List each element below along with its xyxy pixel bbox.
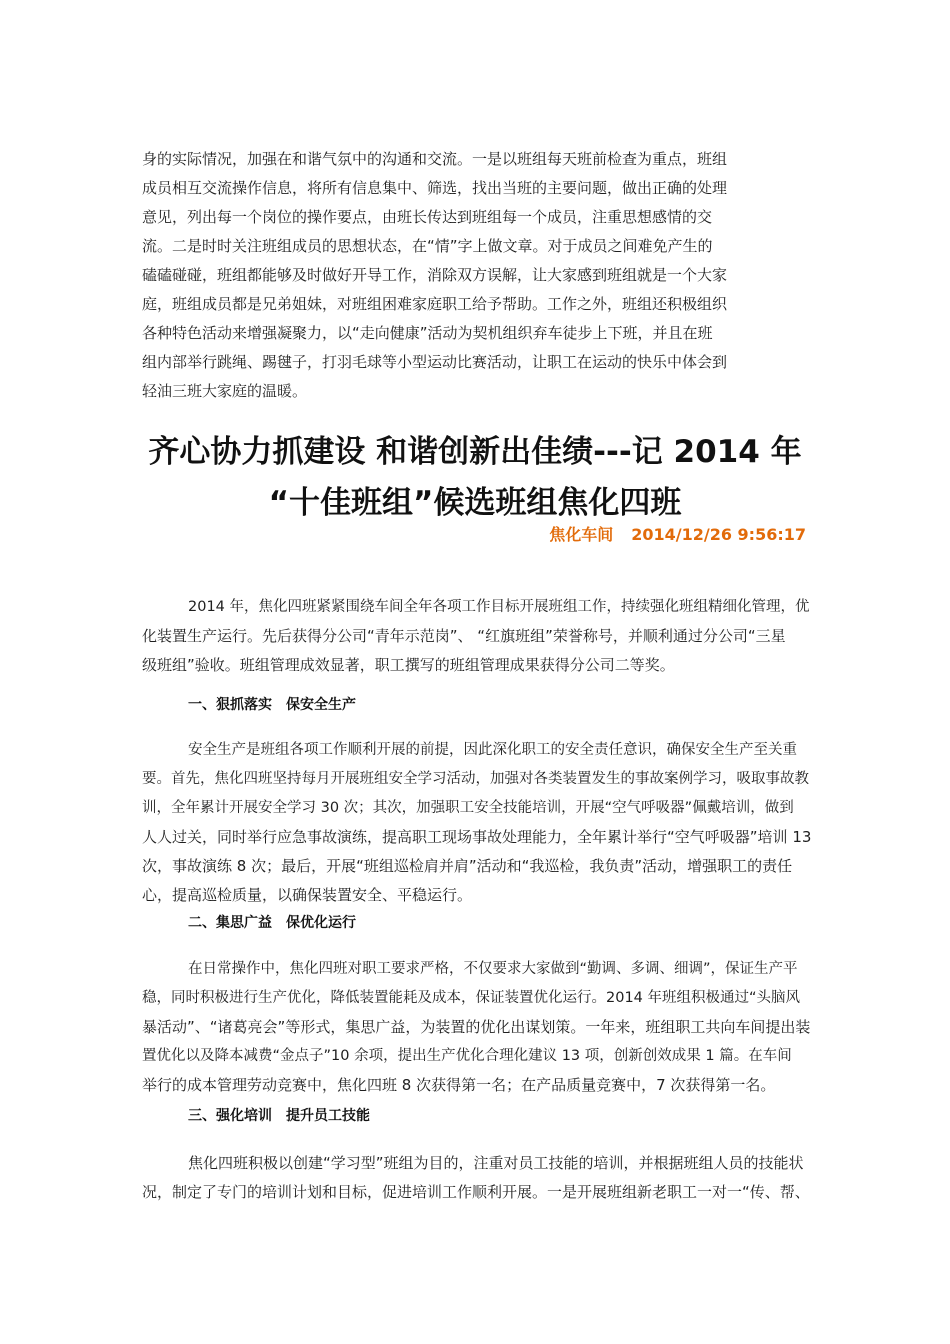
text-line: 心，提高巡检质量，以确保装置安全、平稳运行。 [142, 886, 473, 904]
text-line: 磕磕碰碰，班组都能够及时做好开导工作，消除双方误解，让大家感到班组就是一个大家 [142, 266, 728, 284]
section-heading-training [188, 1105, 370, 1125]
text-line: 置优化以及降本减费“金点子”10 余项，提出生产优化合理化建议 13 项，创新创效成果 1 篇。在车间 [142, 1048, 792, 1064]
section-heading-optimize [188, 912, 356, 932]
text-line: 安全生产是班组各项工作顺利开展的前提，因此深化职工的安全责任意识，确保安全生产至关重 [188, 742, 797, 758]
text-line: 流。二是时时关注班组成员的思想状态，在“情”字上做文章。对于成员之间难免产生的 [142, 237, 713, 255]
text-line: 次，事故演练 8 次；最后，开展“班组巡检肩并肩”活动和“我巡检，我负责”活动，增强职工的责任 [142, 857, 793, 875]
text-line: 暴活动”、“诸葛亮会”等形式，集思广益，为装置的优化出谋划策。一年来，班组职工共向车间提出装 [142, 1018, 811, 1036]
intro-paragraph [142, 145, 812, 406]
heading-number: 一、狠抓落实 [188, 697, 272, 713]
heading-text: 保优化运行 [286, 915, 356, 931]
text-line: 身的实际情况，加强在和谐气氛中的沟通和交流。一是以班组每天班前检查为重点，班组 [142, 150, 728, 168]
text-line: 况，制定了专门的培训计划和目标，促进培训工作顺利开展。一是开展班组新老职工一对一“传、帮、 [142, 1183, 810, 1201]
text-line: 庭，班组成员都是兄弟姐妹，对班组困难家庭职工给予帮助。工作之外，班组还积极组织 [142, 295, 728, 313]
article-title-line-1: 齐心协力抓建设 和谐创新出佳绩---记 2014 年 [148, 434, 802, 470]
text-line: 级班组”验收。班组管理成效显著，职工撰写的班组管理成果获得分公司二等奖。 [142, 656, 675, 674]
training-paragraph [142, 1149, 812, 1207]
text-line: 成员相互交流操作信息，将所有信息集中、筛选，找出当班的主要问题，做出正确的处理 [142, 179, 728, 197]
text-line: 组内部举行跳绳、踢毽子，打羽毛球等小型运动比赛活动，让职工在运动的快乐中体会到 [142, 353, 728, 371]
text-line: 要。首先，焦化四班坚持每月开展班组安全学习活动，加强对各类装置发生的事故案例学习，吸取事故教 [142, 771, 809, 787]
text-line: 轻油三班大家庭的温暖。 [142, 382, 308, 400]
author-label: 焦化车间 [549, 525, 614, 544]
publish-datetime: 2014/12/26 9:56:17 [631, 525, 806, 544]
text-line: 意见，列出每一个岗位的操作要点，由班长传达到班组每一个成员，注重思想感情的交 [142, 208, 713, 226]
text-line: 举行的成本管理劳动竞赛中，焦化四班 8 次获得第一名；在产品质量竞赛中，7 次获得第一名。 [142, 1076, 776, 1094]
text-line: 训，全年累计开展安全学习 30 次；其次，加强职工安全技能培训，开展“空气呼吸器”佩戴培训，做到 [142, 800, 794, 816]
text-line: 化装置生产运行。先后获得分公司“青年示范岗”、 “红旗班组”荣誉称号，并顺利通过分公司“三星 [142, 627, 786, 645]
heading-number: 二、集思广益 [188, 915, 272, 931]
safety-paragraph [142, 736, 812, 910]
heading-number: 三、强化培训 [188, 1108, 272, 1124]
text-line: 在日常操作中，焦化四班对职工要求严格，不仅要求大家做到“勤调、多调、细调”，保证生产平 [188, 961, 798, 977]
section-heading-safety [188, 694, 356, 714]
text-line: 焦化四班积极以创建“学习型”班组为目的，注重对员工技能的培训，并根据班组人员的技能状 [188, 1154, 804, 1172]
heading-text: 提升员工技能 [286, 1108, 370, 1124]
text-line: 人人过关，同时举行应急事故演练，提高职工现场事故处理能力，全年累计举行“空气呼吸器”培训 13 [142, 828, 812, 846]
heading-text: 保安全生产 [286, 697, 356, 713]
article-title-line-2: “十佳班组”候选班组焦化四班 [268, 485, 682, 521]
optimize-paragraph [142, 955, 812, 1100]
text-line: 2014 年，焦化四班紧紧围绕车间全年各项工作目标开展班组工作，持续强化班组精细化管理，优 [188, 599, 810, 615]
opening-paragraph [142, 593, 812, 680]
article-byline [549, 522, 806, 545]
text-line: 稳，同时积极进行生产优化，降低装置能耗及成本，保证装置优化运行。2014 年班组积极通过“头脑风 [142, 990, 801, 1006]
text-line: 各种特色活动来增强凝聚力，以“走向健康”活动为契机组织弃车徒步上下班，并且在班 [142, 324, 713, 342]
